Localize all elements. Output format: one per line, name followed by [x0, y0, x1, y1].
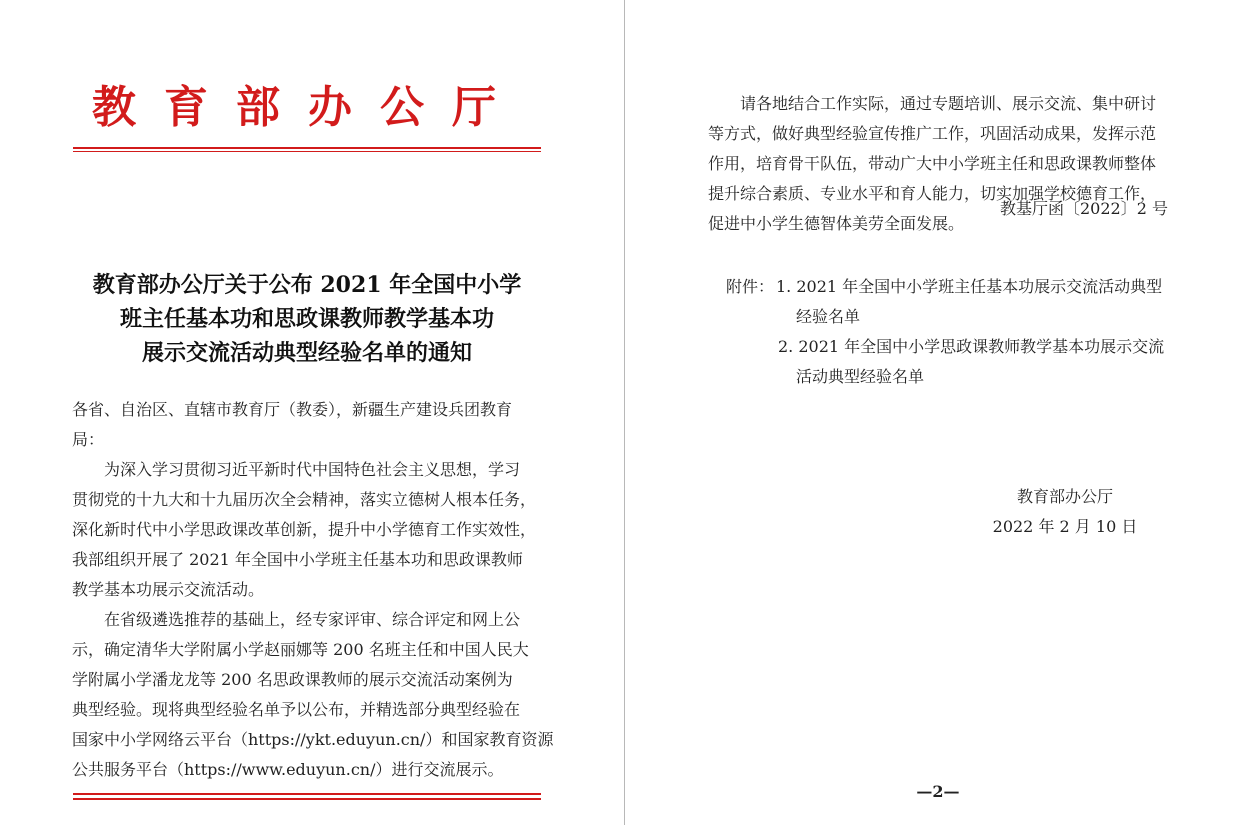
document-title — [73, 268, 541, 370]
page-number: —2— — [916, 782, 960, 801]
red-rule-bottom — [73, 793, 541, 795]
paragraph-line: 促进中小学生德智体美劳全面发展。 — [708, 214, 965, 233]
paragraph-line: 学附属小学潘龙龙等 200 名思政课教师的展示交流活动案例为 — [72, 670, 513, 689]
signature-block — [990, 482, 1140, 542]
attachments-list — [726, 272, 1164, 392]
body-text-right — [708, 89, 1193, 239]
attachment-item-continuation: 活动典型经验名单 — [796, 367, 925, 386]
attachment-item-text: 1. 2021 年全国中小学班主任基本功展示交流活动典型 — [776, 277, 1163, 296]
title-line: 展示交流活动典型经验名单的通知 — [141, 340, 472, 366]
salutation-line: 各省、自治区、直辖市教育厅（教委），新疆生产建设兵团教育 — [72, 400, 513, 419]
attachments-label: 附件： — [726, 277, 775, 296]
signature-org: 教育部办公厅 — [1016, 487, 1113, 506]
paragraph-line: 公共服务平台（https://www.eduyun.cn/）进行交流展示。 — [72, 760, 504, 779]
paragraph-line: 教学基本功展示交流活动。 — [72, 580, 265, 599]
body-text-left — [72, 395, 552, 785]
paragraph-line: 提升综合素质、专业水平和育人能力，切实加强学校德育工作， — [708, 184, 1157, 203]
red-rule-bottom-second — [73, 798, 541, 800]
signature-date: 2022 年 2 月 10 日 — [992, 517, 1138, 536]
paragraph-line: 示，确定清华大学附属小学赵丽娜等 200 名班主任和中国人民大 — [72, 640, 529, 659]
paragraph-line: 等方式，做好典型经验宣传推广工作，巩固活动成果，发挥示范 — [708, 124, 1157, 143]
title-line: 教育部办公厅关于公布 2021 年全国中小学 — [92, 272, 522, 298]
red-rule-top — [73, 147, 541, 149]
attachment-item-continuation: 经验名单 — [796, 307, 861, 326]
title-line: 班主任基本功和思政课教师教学基本功 — [119, 306, 494, 332]
document-number: 教基厅函〔2022〕2 号 — [1000, 199, 1168, 218]
attachment-item: 2. 2021 年全国中小学思政课教师教学基本功展示交流 — [778, 337, 1165, 356]
paragraph-line: 我部组织开展了 2021 年全国中小学班主任基本功和思政课教师 — [72, 550, 523, 569]
paragraph-line: 贯彻党的十九大和十九届历次全会精神，落实立德树人根本任务， — [72, 490, 537, 509]
paragraph-line: 为深入学习贯彻习近平新时代中国特色社会主义思想，学习 — [104, 460, 521, 479]
letterhead: 教育部办公厅 — [92, 82, 524, 133]
red-rule-top-thin — [73, 151, 541, 152]
paragraph-line: 在省级遴选推荐的基础上，经专家评审、综合评定和网上公 — [104, 610, 521, 629]
salutation-line: 局： — [72, 430, 105, 449]
paragraph-line: 请各地结合工作实际，通过专题培训、展示交流、集中研讨 — [740, 94, 1157, 113]
paragraph-line: 作用，培育骨干队伍，带动广大中小学班主任和思政课教师整体 — [708, 154, 1157, 173]
paragraph-line: 典型经验。现将典型经验名单予以公布，并精选部分典型经验在 — [72, 700, 521, 719]
attachment-item — [726, 272, 1164, 302]
paragraph-line: 国家中小学网络云平台（https://ykt.eduyun.cn/）和国家教育资源 — [72, 730, 554, 749]
paragraph-line: 深化新时代中小学思政课改革创新，提升中小学德育工作实效性， — [72, 520, 537, 539]
